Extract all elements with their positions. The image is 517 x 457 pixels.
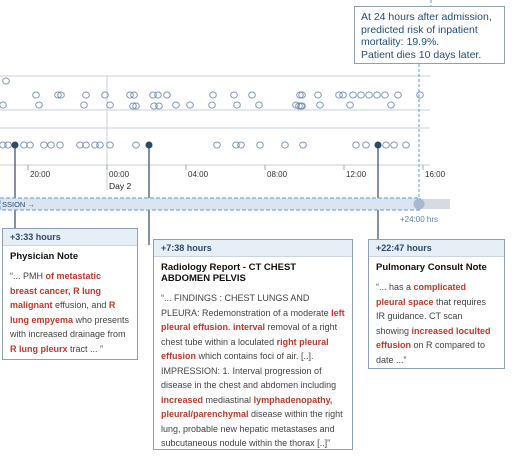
tick-label: 00:00 (109, 170, 130, 179)
event-circle (358, 92, 365, 98)
event-circle (363, 142, 370, 148)
event-circle (57, 142, 64, 148)
event-circle (257, 142, 264, 148)
note-time-badge: +3:33 hours (3, 229, 137, 246)
event-circle (5, 142, 12, 148)
note-text: effusion, and (52, 300, 109, 310)
highlighted-term: R lung pleurx (10, 343, 68, 354)
event-circle (347, 102, 354, 108)
tick-label: 16:00 (425, 170, 446, 179)
event-circle (374, 92, 381, 98)
event-circle (249, 92, 256, 98)
highlighted-term: left pleural effusion (161, 307, 345, 332)
event-circle (107, 142, 114, 148)
note-text: “... FINDINGS : CHEST LUNGS AND PLEURA: Redemonstration of a moderate (161, 293, 332, 318)
event-circle (214, 142, 221, 148)
pulmonary-consult-note-card[interactable] (368, 239, 505, 369)
prediction-line: At 24 hours after admission, (361, 11, 492, 23)
event-circle (317, 102, 324, 108)
event-circle (133, 142, 140, 148)
note-text: . (228, 322, 234, 332)
tick-label: 08:00 (267, 170, 288, 179)
note-title: Physician Note (10, 251, 79, 262)
note-text: “... PMH (10, 271, 46, 281)
day-label: Day 2 (109, 181, 132, 191)
event-circle (234, 102, 241, 108)
note-text: who presents with increased drainage from (10, 314, 130, 339)
event-circle (107, 102, 114, 108)
highlighted-term: complicated pleural space (376, 282, 467, 307)
event-circle (131, 92, 138, 98)
tick-label: 12:00 (346, 170, 367, 179)
event-circle (403, 142, 410, 148)
note-body (3, 265, 137, 362)
note-time-badge: +22:47 hours (369, 240, 504, 257)
note-body (369, 276, 504, 373)
event-circle (300, 142, 307, 148)
event-circle (315, 92, 322, 98)
highlighted-term: interval (233, 322, 266, 332)
event-circle (164, 92, 171, 98)
event-circle (366, 92, 373, 98)
note-title: Radiology Report - CT CHEST ABDOMEN PELVIS (161, 262, 297, 284)
event-circle (155, 92, 162, 98)
event-circle (173, 102, 180, 108)
event-circle (36, 102, 43, 108)
event-circle (81, 102, 88, 108)
prediction-line: Patient dies 10 days later. (361, 48, 482, 61)
prediction-line: predicted risk of inpatient (361, 23, 478, 36)
event-circle (187, 102, 194, 108)
event-circle (209, 102, 216, 108)
event-circle (156, 103, 163, 109)
event-circle (238, 142, 245, 148)
event-circle (83, 92, 90, 98)
event-circle (0, 102, 6, 108)
event-circle (395, 92, 402, 98)
note-text: that requires IR guidance. CT scan showing (376, 296, 487, 336)
note-title: Pulmonary Consult Note (376, 262, 487, 273)
event-circle (391, 142, 398, 148)
note-text: removal of a right chest tube within a loculated (161, 322, 338, 347)
radiology-report-card[interactable] (153, 239, 353, 450)
event-circle (33, 92, 40, 98)
event-circle (210, 92, 217, 98)
note-text: which contains foci of air. [..]. IMPRESSION: 1. Interval progression of disease in the chest and abdomen including (161, 351, 337, 390)
note-text: on R compared to date ...” (376, 340, 486, 365)
prediction-line: mortality: 19.9%. (361, 36, 440, 48)
event-circle (48, 142, 55, 148)
event-circle (353, 142, 360, 148)
note-text: disease within the right lung, probable new hepatic metastases and subcutaneous nodule within the thorax [..]” (161, 409, 343, 448)
note-text: “... has a (376, 282, 414, 292)
event-circle (382, 92, 389, 98)
event-circle (282, 142, 289, 148)
progress-handle (414, 199, 425, 210)
highlighted-term: increased loculted effusion (376, 325, 491, 350)
event-circle (340, 92, 347, 98)
admission-label: SSION → (2, 200, 35, 209)
event-circle (127, 92, 134, 98)
highlighted-term: R lung malignant (10, 285, 102, 310)
note-body (154, 287, 352, 457)
note-text: mediastinal (203, 394, 254, 405)
end-time-label: +24:00 hrs (400, 215, 439, 224)
event-circle (41, 142, 48, 148)
mortality-prediction-callout (354, 6, 505, 64)
highlighted-term: R lung empyema (10, 300, 116, 325)
tick-label: 04:00 (188, 170, 209, 179)
highlighted-term: of metastatic breast cancer, (10, 271, 102, 296)
highlighted-term: right pleural effusion (161, 336, 329, 361)
event-circle (336, 92, 343, 98)
highlighted-term: increased (161, 394, 204, 405)
note-time-badge: +7:38 hours (154, 240, 352, 257)
highlighted-term: lymphadenopathy, pleural/parenchymal (161, 394, 333, 419)
event-circle (3, 78, 10, 84)
event-circle (417, 92, 424, 98)
event-circle (388, 102, 395, 108)
event-circle (383, 142, 390, 148)
tick-label: 20:00 (30, 170, 51, 179)
event-circle (97, 142, 104, 148)
physician-note-card[interactable] (2, 228, 138, 360)
event-circle (231, 92, 238, 98)
admission-progress-bar (0, 198, 420, 210)
note-text: tract ... ” (67, 343, 104, 354)
event-circle (256, 102, 263, 108)
event-circle (350, 92, 357, 98)
